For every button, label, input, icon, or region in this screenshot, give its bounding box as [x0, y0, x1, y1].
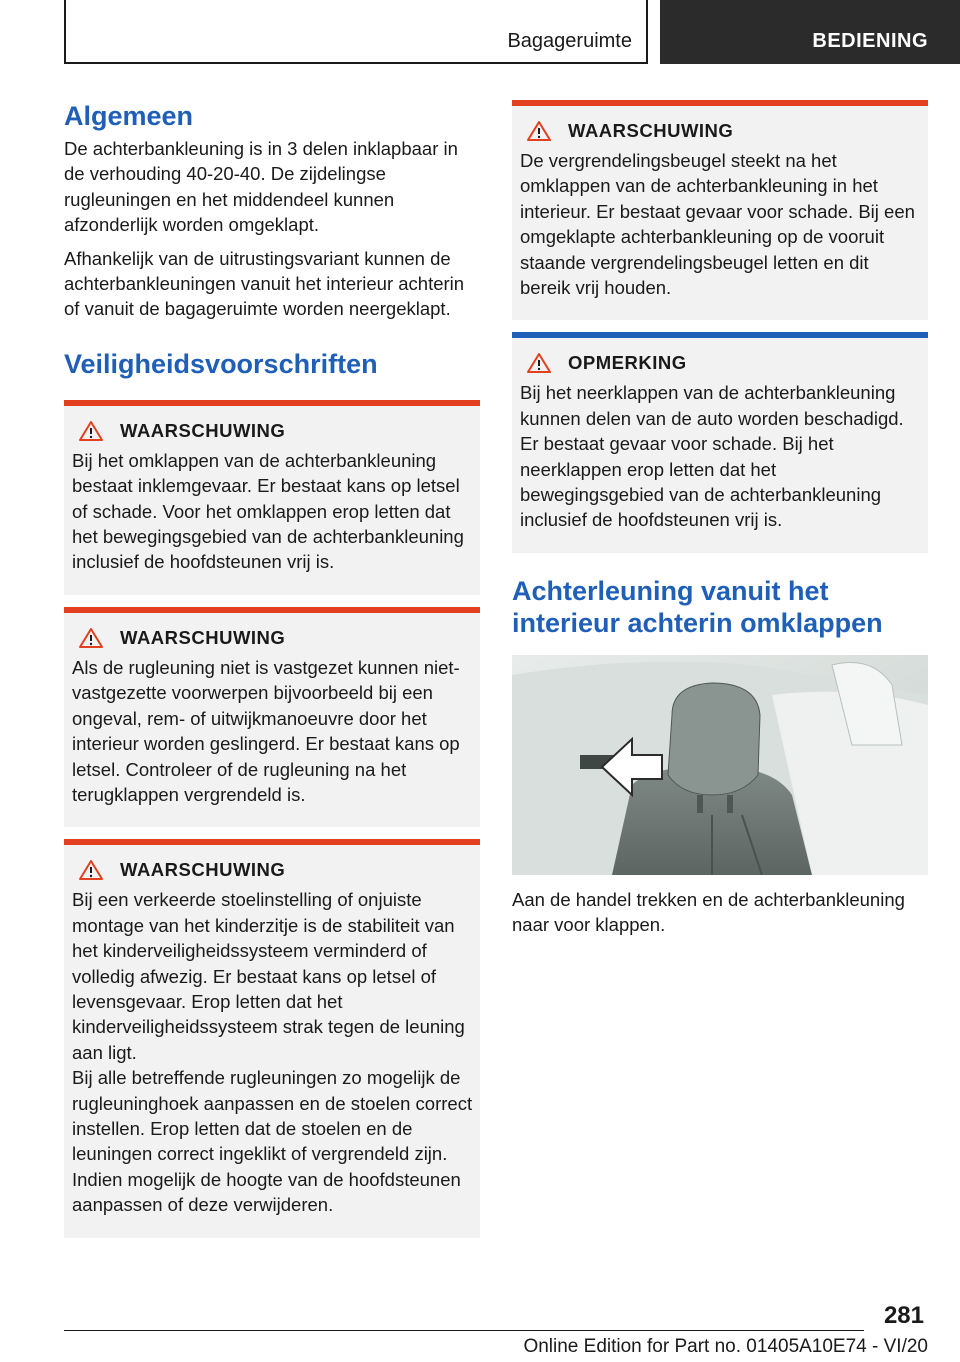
header-section-tab: [64, 0, 648, 64]
warning-triangle-icon: [78, 420, 104, 442]
warning-text: Als de rugleuning niet is vastgezet kunnen niet-vastgezette voorwerpen bijvoorbeeld bij een ongeval, rem- of uitwijkmanoeuvre door het interieur worden geslingerd. Er bestaat kans op letsel. Controleer of de rugleuning na het terugklappen vergrendeld is.: [72, 656, 460, 805]
warning-text-2: Bij alle betreffende rugleuningen zo mogelijk de rugleuninghoek aanpassen en de stoelen correct instellen. Erop letten dat de stoelen en de leuningen correct ingeklikt of vergrendeld zijn. Indien mogelijk de hoogte van de hoofdsteunen aanpassen of deze verwijderen.: [72, 1067, 473, 1216]
note-box: [512, 332, 928, 552]
note-title: OPMERKING: [568, 352, 687, 374]
general-paragraph-1: De achterbankleuning is in 3 delen inklapbaar in de verhouding 40-20-40. De zijdelingse rugleuningen en het middendeel kunnen afzonderlijk worden omgeklapt.: [64, 138, 458, 236]
warning-text-1: Bij een verkeerde stoelinstelling of onjuiste montage van het kinderzitje is de stabiliteit van het kinderveiligheidssysteem verminderd of volledig afwezig. Er bestaat kans op letsel of levensgevaar. Erop letten dat het kinderveiligheidssysteem strak tegen de leuning aan ligt.: [72, 889, 465, 1063]
warning-triangle-icon: [78, 627, 104, 649]
warning-box-1: [64, 400, 480, 595]
note-text: Bij het neerklappen van de achterbankleuning kunnen delen van de auto worden beschadigd. Er bestaat gevaar voor schade. Bij het neerklappen erop letten dat het bewegingsgebied van de achterbankleuning inclusief de hoofdsteunen vrij is.: [520, 382, 904, 531]
warning-box-4: [512, 100, 928, 320]
heading-general: Algemeen: [64, 101, 194, 131]
warning-triangle-icon: [526, 120, 552, 142]
warning-title: WAARSCHUWING: [120, 419, 286, 441]
warning-title: WAARSCHUWING: [120, 626, 286, 648]
page-number: 281: [883, 1302, 924, 1329]
right-column: [512, 100, 928, 938]
heading-fold-backrest: Achterleuning vanuit het interieur achterin omklappen: [512, 575, 883, 638]
header-chapter-tab: [660, 0, 960, 64]
section-title: Bagageruimte: [507, 30, 632, 52]
heading-safety: Veiligheidsvoorschriften: [64, 348, 378, 379]
warning-box-3: [64, 839, 480, 1237]
rear-seat-backrest-illustration: [512, 655, 928, 875]
warning-text: De vergrendelingsbeugel steekt na het omklappen van de achterbankleuning in het interieur. Er bestaat gevaar voor schade. Bij een omgeklapte achterbankleuning op de vooruit staande vergrendelingsbeugel letten en dit bereik vrij houden.: [520, 150, 915, 299]
chapter-title: BEDIENING: [812, 30, 928, 52]
warning-title: WAARSCHUWING: [568, 120, 734, 141]
warning-triangle-icon: [78, 859, 104, 881]
general-paragraph-2: Afhankelijk van de uitrustingsvariant kunnen de achterbankleuningen vanuit het interieur achterin of vanuit de bagageruimte worden neergeklapt.: [64, 247, 465, 320]
warning-box-2: [64, 607, 480, 827]
warning-title: WAARSCHUWING: [120, 859, 286, 881]
warning-text: Bij het omklappen van de achterbankleuning bestaat inklemgevaar. Er bestaat kans op letsel of schade. Voor het omklappen erop letten dat het bewegingsgebied van de achterbankleuning inclusief de hoofdsteunen vrij is.: [72, 449, 464, 573]
warning-triangle-icon: [526, 352, 552, 374]
left-column: [64, 100, 480, 1238]
illustration-caption: Aan de handel trekken en de achterbankleuning naar voor klappen.: [512, 888, 905, 936]
footer-divider: [64, 1330, 864, 1331]
footer-edition: Online Edition for Part no. 01405A10E74 - VI/20: [523, 1336, 928, 1357]
